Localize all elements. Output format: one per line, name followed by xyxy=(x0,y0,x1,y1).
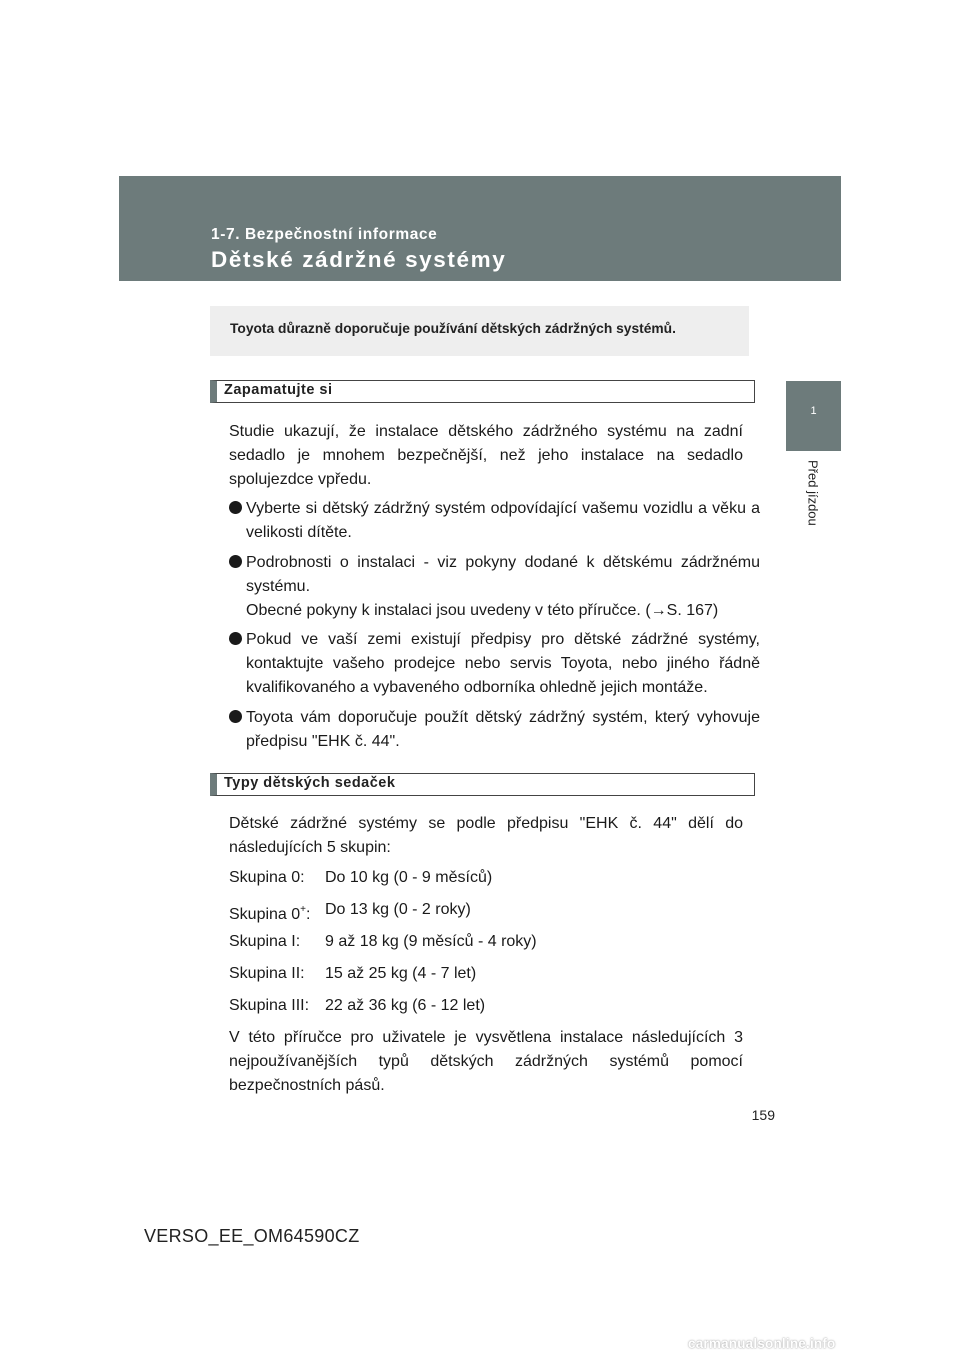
chapter-side-label xyxy=(788,460,838,540)
bullet-text: Podrobnosti o instalaci - viz pokyny dodané k dětskému zádržnému systému. xyxy=(246,554,760,595)
group-value: 15 až 25 kg (4 - 7 let) xyxy=(325,965,477,982)
chapter-tab xyxy=(786,381,841,451)
bullet-item xyxy=(229,706,760,754)
group-value: Do 13 kg (0 - 2 roky) xyxy=(325,901,471,918)
bullet-extra-text: Obecné pokyny k instalaci jsou uvedeny v této příručce. (→S. 167) xyxy=(246,602,719,619)
group-label: Skupina 0: xyxy=(229,869,305,886)
bullet-text: Vyberte si dětský zádržný systém odpovídající vašemu vozidlu a věku a velikosti dítěte. xyxy=(246,500,760,541)
group-label-wrap xyxy=(229,898,310,927)
document-code: VERSO_EE_OM64590CZ xyxy=(144,1226,360,1246)
remember-paragraph: Studie ukazují, že instalace dětského zádržného systému na zadní sedadlo je mnohem bezpečnější, než jeho instalace na sedadlo spolujezdce vpředu. xyxy=(229,423,743,488)
section-heading-label: Typy dětských sedaček xyxy=(224,775,396,791)
bullet-item xyxy=(229,551,760,623)
intro-text: Toyota důrazně doporučuje používání dětských zádržných systémů. xyxy=(230,321,676,336)
bullet-dot-icon xyxy=(229,632,242,645)
group-label: Skupina 0 xyxy=(229,906,301,923)
chapter-header xyxy=(119,176,841,281)
group-label: Skupina II: xyxy=(229,965,305,982)
bullet-text: Toyota vám doporučuje použít dětský zádržný systém, který vyhovuje předpisu "EHK č. 44". xyxy=(246,709,760,750)
watermark: carmanualsonline.info xyxy=(688,1336,836,1351)
chapter-name: Před jízdou xyxy=(805,460,821,526)
section-heading-label: Zapamatujte si xyxy=(224,382,333,398)
seat-types-intro: Dětské zádržné systémy se podle předpisu "EHK č. 44" dělí do následujících 5 skupin: xyxy=(229,815,743,856)
page-title: Dětské zádržné systémy xyxy=(211,247,507,272)
section-heading-seat-types xyxy=(210,773,755,796)
page-number: 159 xyxy=(751,1107,775,1123)
chapter-number: 1 xyxy=(810,405,817,417)
seat-types-closing: V této příručce pro uživatele je vysvětlena instalace následujících 3 nejpoužívanějších typů dětských zádržných systémů pomocí bezpečnostních pásů. xyxy=(229,1029,743,1094)
bullet-item xyxy=(229,497,760,545)
section-heading-remember xyxy=(210,380,755,403)
group-value: 22 až 36 kg (6 - 12 let) xyxy=(325,997,486,1014)
group-label: Skupina I: xyxy=(229,933,301,950)
section-label: 1-7. Bezpečnostní informace xyxy=(211,226,438,243)
group-label-colon: : xyxy=(306,906,311,923)
bullet-dot-icon xyxy=(229,710,242,723)
bullet-item xyxy=(229,628,760,700)
intro-box xyxy=(210,306,749,356)
group-label-sup: + xyxy=(300,904,307,915)
group-label: Skupina III: xyxy=(229,997,310,1014)
group-value: Do 10 kg (0 - 9 měsíců) xyxy=(325,869,493,886)
bullet-dot-icon xyxy=(229,501,242,514)
bullet-dot-icon xyxy=(229,555,242,568)
bullet-text: Pokud ve vaší zemi existují předpisy pro dětské zádržné systémy, kontaktujte vašeho prodejce nebo servis Toyota, nebo jiného řádně kvalifikovaného a vybaveného odborníka ohledně jejich montáže. xyxy=(246,631,760,696)
group-value: 9 až 18 kg (9 měsíců - 4 roky) xyxy=(325,933,537,950)
